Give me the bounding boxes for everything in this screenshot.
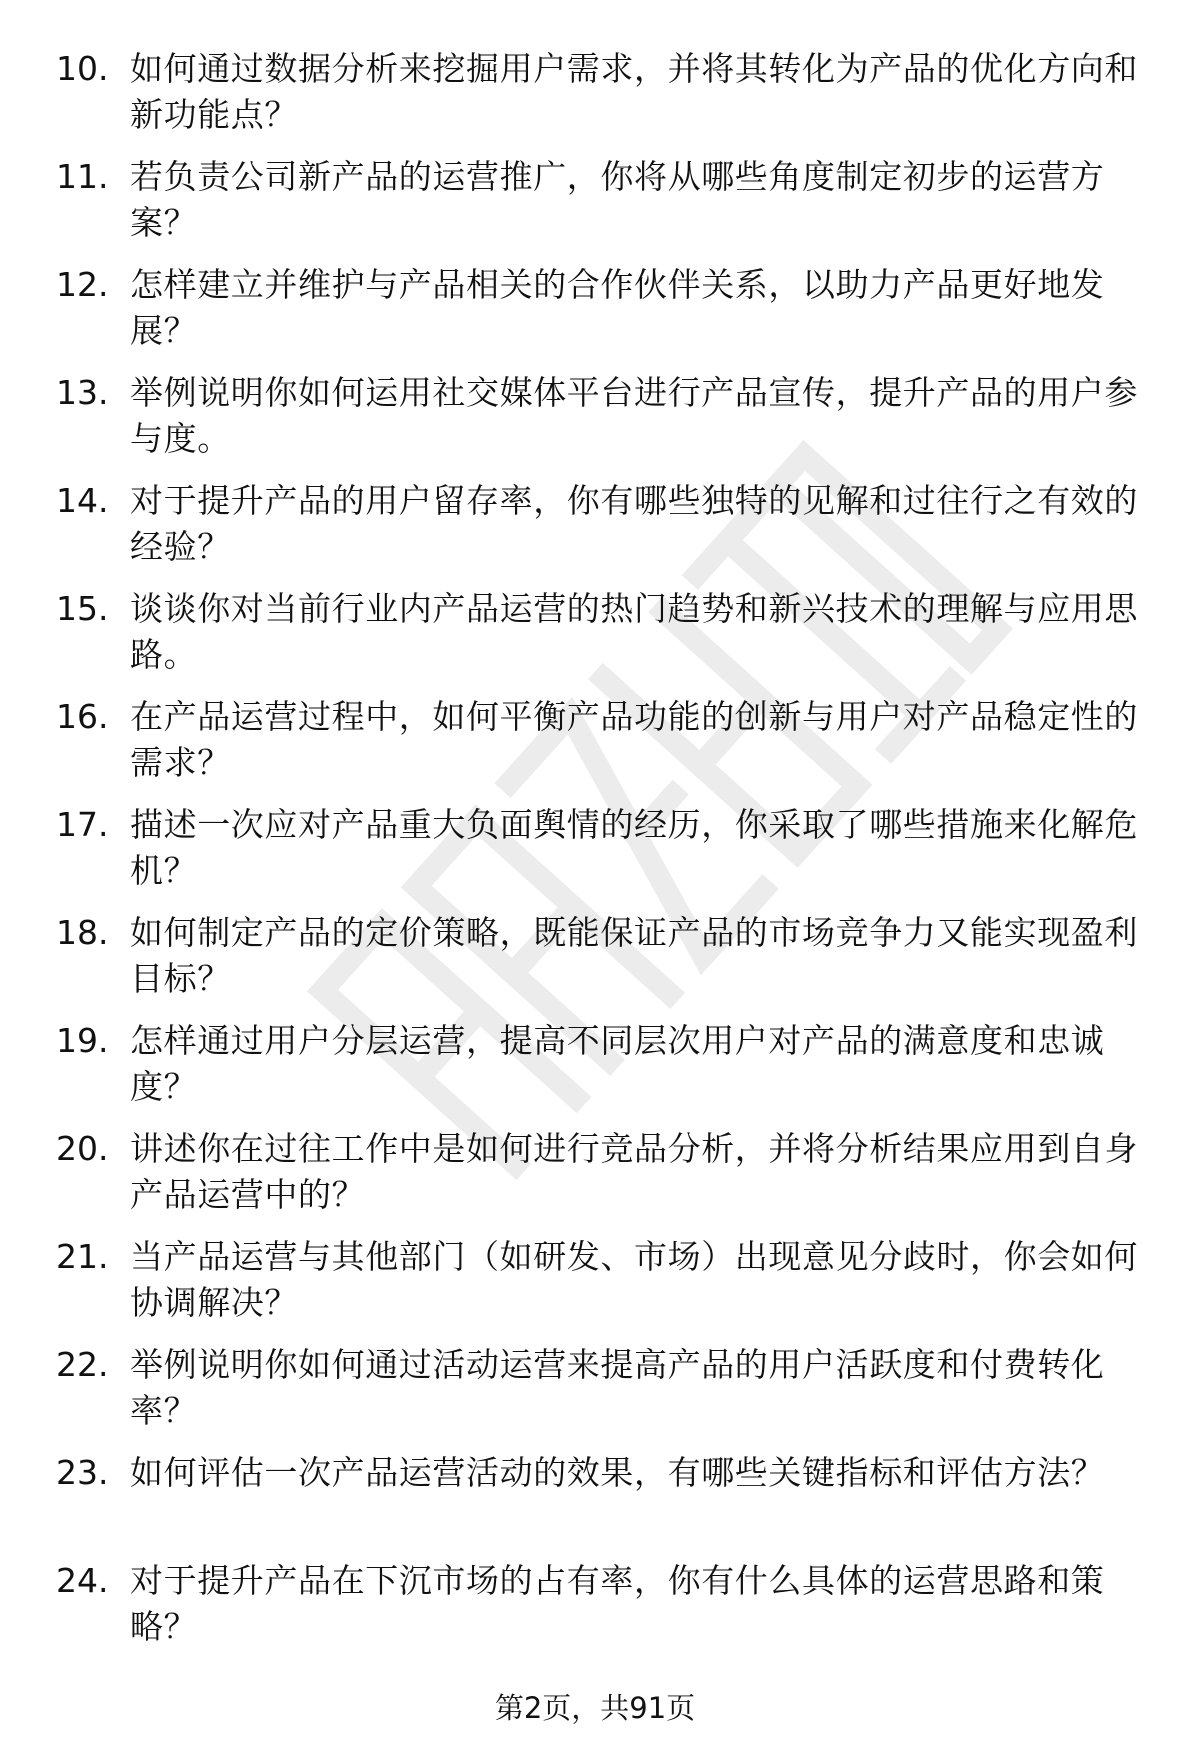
question-text: 怎样通过用户分层运营，提高不同层次用户对产品的满意度和忠诚度？ (130, 1021, 1105, 1106)
question-text: 谈谈你对当前行业内产品运营的热门趋势和新兴技术的理解与应用思路。 (130, 589, 1138, 674)
question-number: 20. (56, 1129, 109, 1168)
question-number: 23. (56, 1453, 109, 1492)
question-number: 24. (56, 1561, 109, 1600)
question-text: 怎样建立并维护与产品相关的合作伙伴关系，以助力产品更好地发展？ (130, 265, 1105, 350)
list-item (56, 1234, 1150, 1342)
question-text: 若负责公司新产品的运营推广，你将从哪些角度制定初步的运营方案？ (130, 157, 1105, 242)
question-number: 17. (56, 805, 109, 844)
question-text: 如何制定产品的定价策略，既能保证产品的市场竞争力又能实现盈利目标？ (130, 913, 1138, 998)
list-item (56, 802, 1150, 910)
question-number: 11. (56, 157, 109, 196)
list-item (56, 46, 1150, 154)
question-text: 描述一次应对产品重大负面舆情的经历，你采取了哪些措施来化解危机？ (130, 805, 1138, 890)
list-item (56, 586, 1150, 694)
question-number: 16. (56, 697, 109, 736)
question-number: 10. (56, 49, 109, 88)
list-item (56, 478, 1150, 586)
page-number: 第2页，共91页 (494, 1691, 696, 1725)
question-text: 对于提升产品的用户留存率，你有哪些独特的见解和过往行之有效的经验？ (130, 481, 1138, 566)
list-item (56, 1126, 1150, 1234)
question-text: 举例说明你如何通过活动运营来提高产品的用户活跃度和付费转化率？ (130, 1345, 1105, 1430)
question-text: 对于提升产品在下沉市场的占有率，你有什么具体的运营思路和策略？ (130, 1561, 1105, 1646)
list-item (56, 154, 1150, 262)
question-text: 讲述你在过往工作中是如何进行竞品分析，并将分析结果应用到自身产品运营中的？ (130, 1129, 1138, 1214)
question-number: 12. (56, 265, 109, 304)
list-item (56, 262, 1150, 370)
list-item (56, 694, 1150, 802)
question-list (56, 46, 1150, 1666)
question-text: 举例说明你如何运用社交媒体平台进行产品宣传，提升产品的用户参与度。 (130, 373, 1138, 458)
list-item (56, 370, 1150, 478)
list-item (56, 910, 1150, 1018)
question-number: 19. (56, 1021, 109, 1060)
question-number: 18. (56, 913, 109, 952)
question-text: 在产品运营过程中，如何平衡产品功能的创新与用户对产品稳定性的需求？ (130, 697, 1138, 782)
question-number: 22. (56, 1345, 109, 1384)
question-number: 14. (56, 481, 109, 520)
list-item (56, 1450, 1150, 1558)
question-number: 15. (56, 589, 109, 628)
list-item (56, 1018, 1150, 1126)
question-text: 如何评估一次产品运营活动的效果，有哪些关键指标和评估方法？ (130, 1453, 1105, 1492)
question-text: 如何通过数据分析来挖掘用户需求，并将其转化为产品的优化方向和新功能点？ (130, 49, 1138, 134)
question-text: 当产品运营与其他部门（如研发、市场）出现意见分歧时，你会如何协调解决？ (130, 1237, 1138, 1322)
list-item (56, 1342, 1150, 1450)
question-number: 21. (56, 1237, 109, 1276)
question-number: 13. (56, 373, 109, 412)
list-item (56, 1558, 1150, 1666)
